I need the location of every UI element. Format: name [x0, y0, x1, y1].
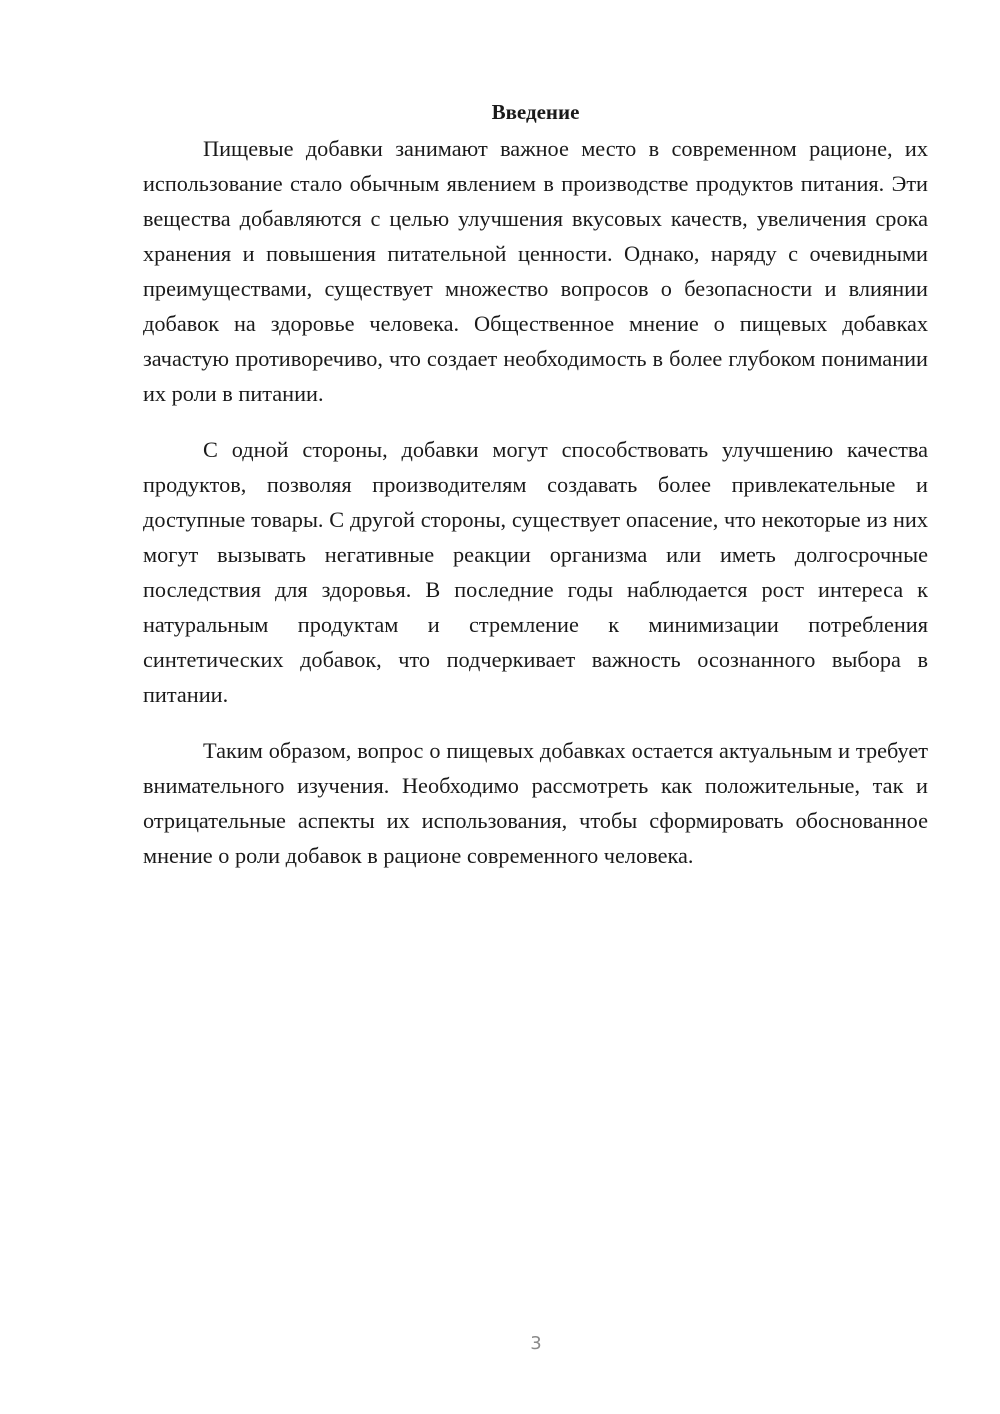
- section-title: Введение: [491, 100, 580, 124]
- paragraph-2: С одной стороны, добавки могут способствовать улучшению качества продуктов, позволяя производителям создавать более привлекательные и доступные товары. С другой стороны, существует опасение, что некоторые из них могут вызывать негативные реакции организма или иметь долгосрочные последствия для здоровья. В последние годы наблюдается рост интереса к натуральным продуктам и стремление к минимизации потребления синтетических добавок, что подчеркивает важность осознанного выбора в питании.: [143, 437, 928, 707]
- paragraph-1: Пищевые добавки занимают важное место в современном рационе, их использование стало обычным явлением в производстве продуктов питания. Эти вещества добавляются с целью улучшения вкусовых качеств, увеличения срока хранения и повышения питательной ценности. Однако, наряду с очевидными преимуществами, существует множество вопросов о безопасности и влиянии добавок на здоровье человека. Общественное мнение о пищевых добавках зачастую противоречиво, что создает необходимость в более глубоком понимании их роли в питании.: [143, 136, 928, 406]
- paragraph-3: Таким образом, вопрос о пищевых добавках остается актуальным и требует внимательного изучения. Необходимо рассмотреть как положительные, так и отрицательные аспекты их использования, чтобы сформировать обоснованное мнение о роли добавок в рационе современного человека.: [143, 738, 928, 868]
- page-number: 3: [530, 1333, 542, 1354]
- page-content: [143, 95, 928, 894]
